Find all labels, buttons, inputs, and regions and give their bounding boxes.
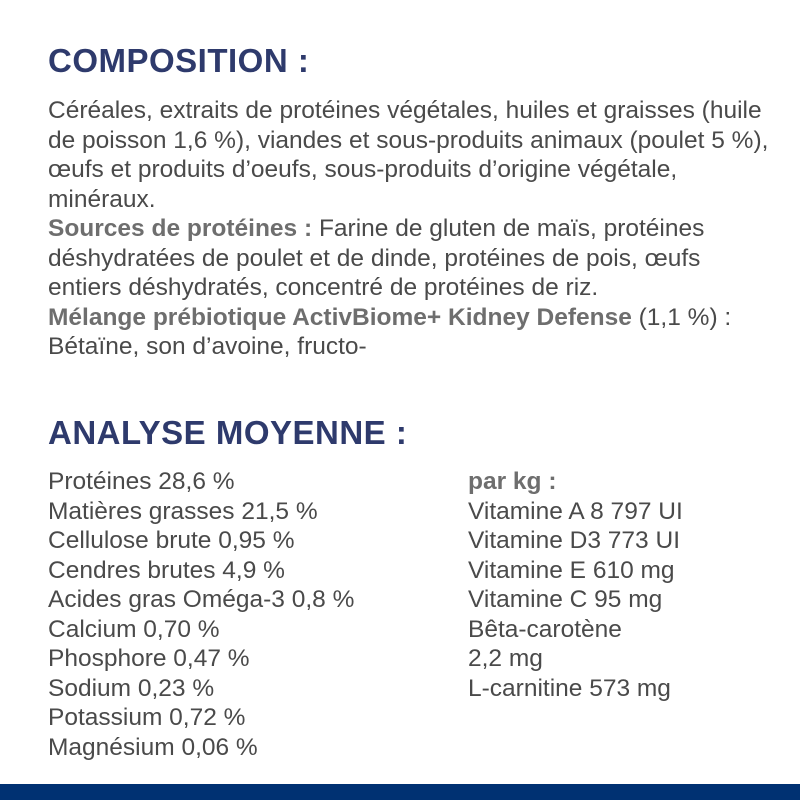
prebiotic-paragraph	[48, 303, 778, 362]
per-kg-item: Bêta-carotène	[468, 615, 622, 643]
per-kg-label: par kg :	[468, 468, 557, 495]
analysis-heading: ANALYSE MOYENNE :	[48, 414, 408, 451]
prebiotic-label: Mélange prébiotique ActivBiome+ Kidney Defense	[48, 303, 632, 331]
protein-sources-label: Sources de protéines :	[48, 215, 313, 242]
analysis-item: Sodium 0,23 %	[48, 674, 215, 702]
analysis-item: Cellulose brute 0,95 %	[48, 527, 295, 554]
analysis-item: Magnésium 0,06 %	[48, 733, 258, 761]
protein-sources-paragraph	[48, 214, 778, 303]
ingredients-text: Céréales, extraits de protéines végétales, huiles et graisses (huile de poisson 1,6 %), viandes et sous-produits animaux (poulet 5 %), œufs et produits d’oeufs, sous-produits d’origine végétale, minéraux.	[48, 97, 769, 213]
analysis-item: Cendres brutes 4,9 %	[48, 556, 285, 584]
analysis-item: Protéines 28,6 %	[48, 468, 235, 495]
protein-sources-text: Farine de gluten de maïs, protéines déshydratées de poulet et de dinde, protéines de pois, œufs entiers déshydratés, concentré de protéines de riz.	[48, 215, 705, 301]
analysis-item: Acides gras Oméga-3 0,8 %	[48, 586, 355, 613]
analysis-item: Calcium 0,70 %	[48, 615, 220, 643]
per-kg-item: L-carnitine 573 mg	[468, 674, 671, 702]
analysis-item: Potassium 0,72 %	[48, 704, 246, 731]
per-kg-item: Vitamine E 610 mg	[468, 556, 675, 584]
analysis-per-kg-list	[468, 467, 683, 703]
per-kg-item: 2,2 mg	[468, 645, 543, 672]
analysis-item: Matières grasses 21,5 %	[48, 497, 318, 525]
composition-heading: COMPOSITION :	[48, 42, 310, 79]
composition-body	[48, 96, 778, 362]
analysis-item: Phosphore 0,47 %	[48, 645, 250, 672]
per-kg-item: Vitamine D3 773 UI	[468, 527, 680, 554]
analysis-percent-list	[48, 467, 354, 762]
prebiotic-text: (1,1 %) : Bétaïne, son d’avoine, fructo-	[48, 303, 732, 360]
bottom-brand-bar	[0, 784, 800, 800]
per-kg-item: Vitamine A 8 797 UI	[468, 497, 683, 525]
per-kg-item: Vitamine C 95 mg	[468, 586, 663, 613]
